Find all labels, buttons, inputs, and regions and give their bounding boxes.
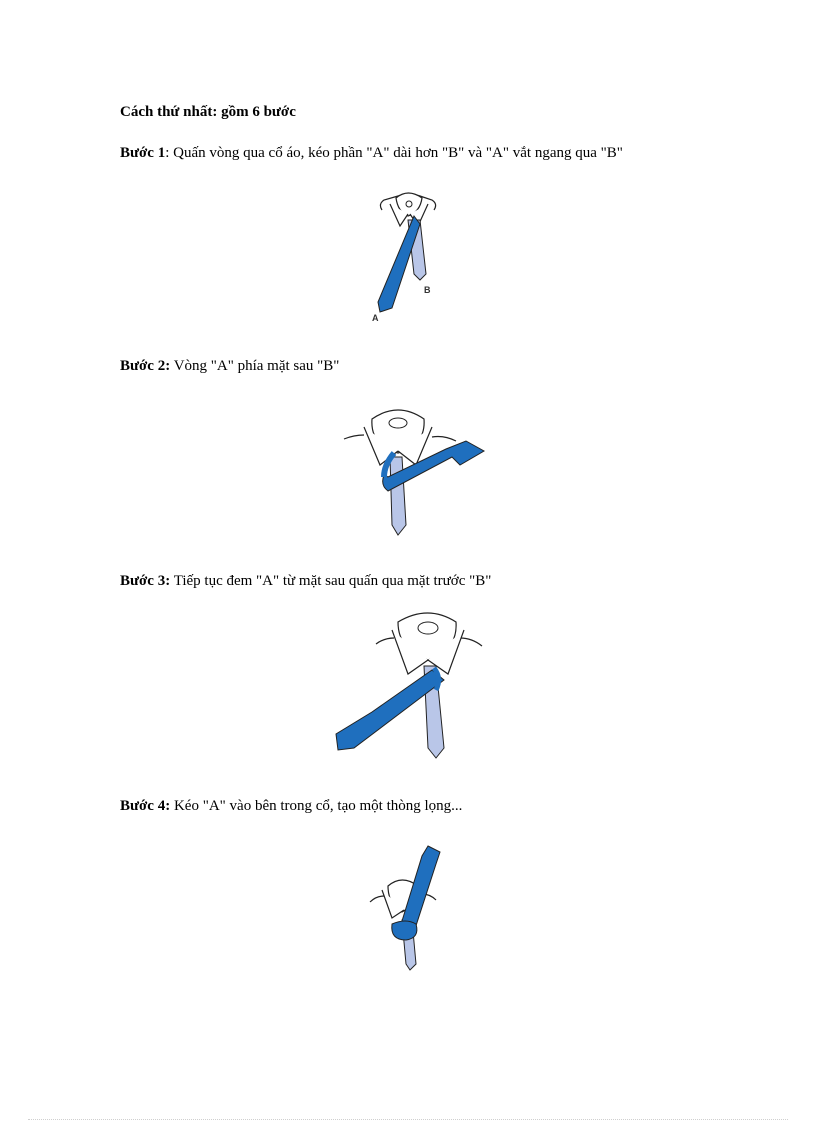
step-2-description: Vòng "A" phía mặt sau "B" bbox=[170, 358, 340, 374]
step-3-label: Bước 3: bbox=[120, 573, 171, 589]
tie-step-4-icon bbox=[366, 842, 456, 977]
step-3-text bbox=[120, 573, 491, 590]
letter-a-label: A bbox=[372, 313, 379, 323]
section-heading: Cách thứ nhất: gồm 6 bước bbox=[120, 104, 296, 120]
step-1-description: : Quấn vòng qua cổ áo, kéo phần "A" dài hơn "B" và "A" vắt ngang qua "B" bbox=[165, 145, 623, 161]
step-4-label: Bước 4: bbox=[120, 798, 171, 814]
step-1-label: Bước 1 bbox=[120, 145, 166, 161]
letter-b-label: B bbox=[424, 285, 431, 295]
tie-step-3-icon bbox=[332, 608, 492, 763]
step-3-description: Tiếp tục đem "A" từ mặt sau quấn qua mặt trước "B" bbox=[170, 573, 492, 589]
step-1-text bbox=[120, 145, 623, 162]
tie-step-2-icon bbox=[340, 405, 490, 540]
step-4-description: Kéo "A" vào bên trong cổ, tạo một thòng lọng... bbox=[170, 798, 463, 814]
step-4-figure bbox=[366, 842, 456, 977]
step-2-figure bbox=[340, 405, 490, 540]
step-2-label: Bước 2: bbox=[120, 358, 171, 374]
step-3-figure bbox=[332, 608, 492, 763]
step-1-figure bbox=[368, 190, 448, 325]
page-bottom-border bbox=[28, 1119, 788, 1120]
step-2-text bbox=[120, 358, 339, 375]
tie-step-1-icon bbox=[368, 190, 448, 325]
step-4-text bbox=[120, 798, 462, 815]
